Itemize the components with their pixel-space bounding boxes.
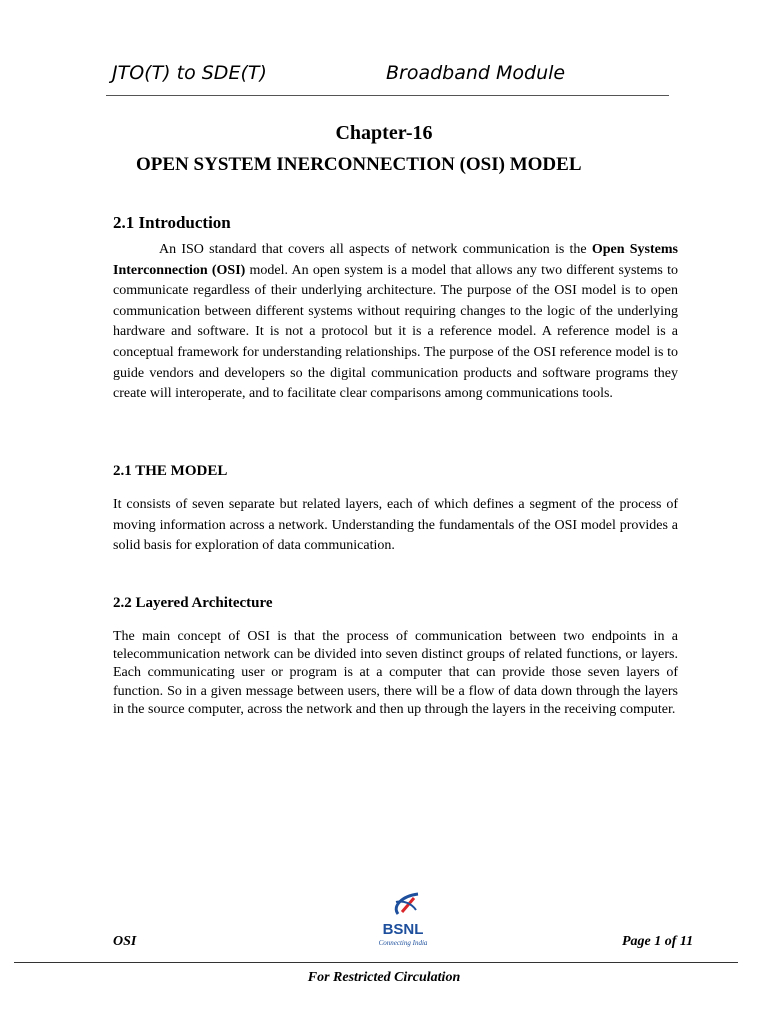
section-heading-the-model: 2.1 THE MODEL (113, 463, 228, 479)
intro-bold-term: Open Systems Interconnection (OSI) (113, 242, 678, 278)
header-module: Broadband Module (386, 62, 566, 84)
bsnl-emblem-icon (396, 894, 418, 914)
bsnl-logo (368, 890, 438, 948)
page-title: OPEN SYSTEM INERCONNECTION (OSI) MODEL (136, 154, 582, 175)
introduction-paragraph (113, 240, 678, 405)
section-heading-layered-architecture: 2.2 Layered Architecture (113, 595, 273, 611)
chapter-number: Chapter-16 (335, 122, 433, 144)
the-model-paragraph: It consists of seven separate but related layers, each of which defines a segment of the process of moving information across a network. Understanding the fundamentals of the OSI model provides a solid basis for exploration of data communication. (113, 497, 678, 554)
circulation-note: For Restricted Circulation (307, 970, 461, 985)
footer-topic: OSI (113, 934, 137, 949)
footer-divider (14, 962, 738, 963)
logo-tagline: Connecting India (378, 939, 428, 947)
header-course: JTO(T) to SDE(T) (112, 62, 267, 84)
intro-text-start: An ISO standard that covers all aspects of network communication is the (159, 242, 592, 257)
section-heading-introduction: 2.1 Introduction (113, 213, 231, 232)
logo-wordmark: BSNL (382, 921, 424, 938)
layered-architecture-paragraph: The main concept of OSI is that the process of communication between two endpoints in a telecommunication network can be divided into seven distinct groups of related functions, or layers. Each communicating user or program is at a computer that can provide those seven layers of function. So in a given message between users, there will be a flow of data down through the layers in the source computer, across the network and then up through the layers in the receiving computer. (113, 629, 678, 717)
page-header (106, 60, 669, 96)
intro-text-rest: model. An open system is a model that allows any two different systems to communicate regardless of their underlying architecture. The purpose of the OSI model is to open communication between different systems without requiring changes to the logic of the underlying hardware and software. It is not a protocol but it is a reference model. A reference model is a conceptual framework for understanding relationships. The purpose of the OSI reference model is to guide vendors and developers so the digital communication products and software programs they create will interoperate, and to facilitate clear comparisons among communications tools. (113, 262, 678, 402)
page-number: Page 1 of 11 (622, 934, 694, 949)
